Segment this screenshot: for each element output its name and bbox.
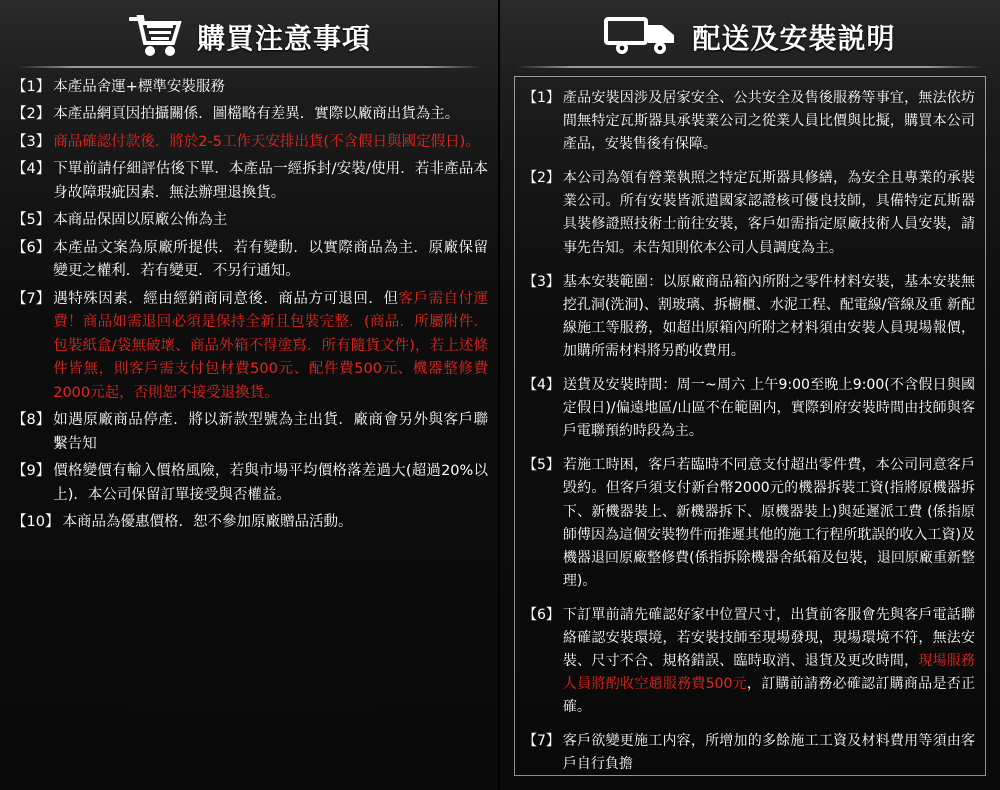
list-item xyxy=(523,271,975,363)
highlight-text: 現場服務人員將酌收空趟服務費500元 xyxy=(562,653,976,693)
list-item-text xyxy=(563,167,975,259)
purchase-notice-list xyxy=(12,76,488,535)
list-item-number: 【6】 xyxy=(523,606,560,623)
list-item-text xyxy=(53,103,488,126)
list-item-text xyxy=(53,131,488,154)
list-item-number: 【7】 xyxy=(12,290,51,307)
list-item xyxy=(12,76,488,99)
normal-text: 本產品網頁因拍攝關係．圖檔略有差異．實際以廠商出貨為主。 xyxy=(53,106,460,123)
list-item-number: 【2】 xyxy=(12,106,51,123)
list-item xyxy=(12,460,488,507)
list-item-number: 【1】 xyxy=(523,90,560,106)
normal-text: 本商品保固以原廠公佈為主 xyxy=(53,212,228,229)
list-item-text xyxy=(563,454,975,593)
list-item xyxy=(523,604,975,719)
list-item-text xyxy=(563,87,975,156)
normal-text: ，訂購前請務必確認訂購商品是否正確。 xyxy=(562,676,976,716)
list-item-text xyxy=(53,460,488,507)
list-item-number: 【8】 xyxy=(12,412,51,429)
list-item xyxy=(523,730,975,776)
list-item-text xyxy=(563,271,975,363)
list-item-text xyxy=(53,409,488,456)
normal-text: 若施工時困，客戶若臨時不同意支付超出零件費，本公司同意客戶毁約。但客戶須支付新台幣2000元的機器拆裝工資(指將原機器拆下、新機器裝上、新機器拆下、原機器裝上)與延遲派工費 (係指原師傅因為這個安裝物件而推遲其他的施工行程所耽誤的收入工資)及機器退回原廠整修費(係指拆除機器舍紙箱及包裝，退回原廠重新整理)。 xyxy=(562,457,975,589)
delivery-truck-icon xyxy=(604,13,680,61)
normal-text: 遇特殊因素．經由經銷商同意後．商品方可退回．但 xyxy=(53,290,399,307)
list-item-number: 【3】 xyxy=(12,133,51,150)
right-divider xyxy=(516,66,984,68)
list-item xyxy=(12,131,488,154)
list-item-number: 【7】 xyxy=(523,733,560,750)
list-item xyxy=(523,167,975,259)
list-item-number: 【9】 xyxy=(12,463,51,480)
list-item-number: 【10】 xyxy=(12,514,60,531)
highlight-text: ，若上述條件皆無，則客戶需支付包材費500元、配件費500元、機器整修費2000元起，否則恕不接受退換貨。 xyxy=(53,337,488,401)
purchase-notice-header xyxy=(12,0,488,66)
normal-text: 本公司為領有營業執照之特定瓦斯器具修繕，為安全且專業的承裝業公司。所有安裝皆派遣國家認證核可優良技師，具備特定瓦斯器具裝修證照技術士前往安裝，客戶如需指定原廠技術人員安裝，請事先告知。未告知則依本公司人員調度為主。 xyxy=(562,170,975,256)
list-item xyxy=(523,454,975,593)
normal-text: 本產品舍運+標準安裝服務 xyxy=(53,79,225,95)
list-item-number: 【2】 xyxy=(523,170,560,187)
list-item-text xyxy=(53,209,488,232)
list-item-number: 【4】 xyxy=(12,161,51,178)
left-divider xyxy=(18,66,482,68)
normal-text: 下單前請仔細評估後下單．本產品一經拆封/安裝/使用．若非產品本身故障瑕疵因素．無法辦理退換貨。 xyxy=(53,161,488,201)
list-item-number: 【5】 xyxy=(523,457,560,474)
list-item xyxy=(12,209,488,232)
list-item xyxy=(523,87,975,156)
shopping-cart-icon xyxy=(129,13,185,61)
list-item xyxy=(12,158,488,205)
normal-text: 如遇原廠商品停產．將以新款型號為主出貨．廠商會另外與客戶聯繫告知 xyxy=(53,412,488,452)
normal-text: 本產品文案為原廠所提供．若有變動．以實際商品為主．原廠保留變更之權利．若有變更．不另行通知。 xyxy=(53,239,488,280)
list-item xyxy=(12,103,488,126)
delivery-notice-box xyxy=(514,76,986,776)
purchase-notice-title: 購買注意事項 xyxy=(196,22,371,55)
list-item-text xyxy=(53,158,488,205)
list-item-number: 【4】 xyxy=(523,377,560,394)
delivery-notice-list xyxy=(523,87,975,777)
normal-text: 送貨及安裝時間：周一~周六 上午9:00至晚上9:00(不含假日與國定假日)/偏遠地區/山區不在範圍内，實際到府安裝時間由技師與客戶電聯預約時段為主。 xyxy=(562,377,975,440)
list-item-text xyxy=(62,511,488,534)
list-item xyxy=(12,409,488,456)
list-item-text xyxy=(563,374,975,443)
list-item xyxy=(12,288,488,405)
delivery-notice-column xyxy=(500,0,1000,790)
list-item-text xyxy=(563,604,975,719)
list-item xyxy=(12,237,488,284)
normal-text: 價格變價有輸入價格風險，若與市場平均價格落差過大(超過20%以上)．本公司保留訂單接受與否權益。 xyxy=(53,463,488,503)
list-item xyxy=(12,511,488,534)
list-item-text xyxy=(563,730,975,776)
list-item-number: 【6】 xyxy=(12,239,51,256)
delivery-notice-header xyxy=(510,0,990,66)
normal-text: 產品安裝因涉及居家安全、公共安全及售後服務等事宜，無法依坊間無特定瓦斯器具承裝業公司之從業人員比價與比擬，購買本公司產品，安裝售後有保障。 xyxy=(562,90,975,153)
list-item xyxy=(523,374,975,443)
list-item-number: 【5】 xyxy=(12,212,51,229)
list-item-text xyxy=(53,288,488,405)
list-item-number: 【3】 xyxy=(523,273,560,290)
normal-text: 客戶欲變更施工内容，所增加的多餘施工工資及材料費用等須由客戶自行負擔 xyxy=(562,733,975,773)
delivery-notice-title: 配送及安裝説明 xyxy=(692,22,896,55)
highlight-text: 商品確認付款後．將於2-5工作天安排出貨(不含假日與國定假日)。 xyxy=(53,133,480,150)
list-item-text xyxy=(53,76,488,99)
normal-text: 基本安裝範圍：以原廠商品箱內所附之零件材料安裝，基本安裝無挖孔洞(洗洞)、割玻璃、拆櫥櫃、水泥工程、配電線/管線及重 新配線施工等服務，如超出原箱內所附之材料須由安裝人員現場報價，加購所需材料將另酌收費用。 xyxy=(562,273,976,359)
list-item-number: 【1】 xyxy=(12,79,51,95)
highlight-text: 客戶需自付運費！商品如需退回必須是保持全新且包裝完整．(商品．所屬附件．包裝紙盒/袋無破壞、商品外箱不得塗寫．所有隨貨文件) xyxy=(53,290,489,354)
normal-text: 本商品為優惠價格．恕不參加原廠贈品活動。 xyxy=(62,514,353,531)
list-item-text xyxy=(53,237,488,284)
normal-text: 下訂單前請先確認好家中位置尺寸，出貨前客服會先與客戶電話聯絡確認安裝環境，若安裝技師至現場發現，現場環境不符，無法安裝、尺寸不合、規格錯誤、臨時取消、退貨及更改時間， xyxy=(562,606,975,670)
